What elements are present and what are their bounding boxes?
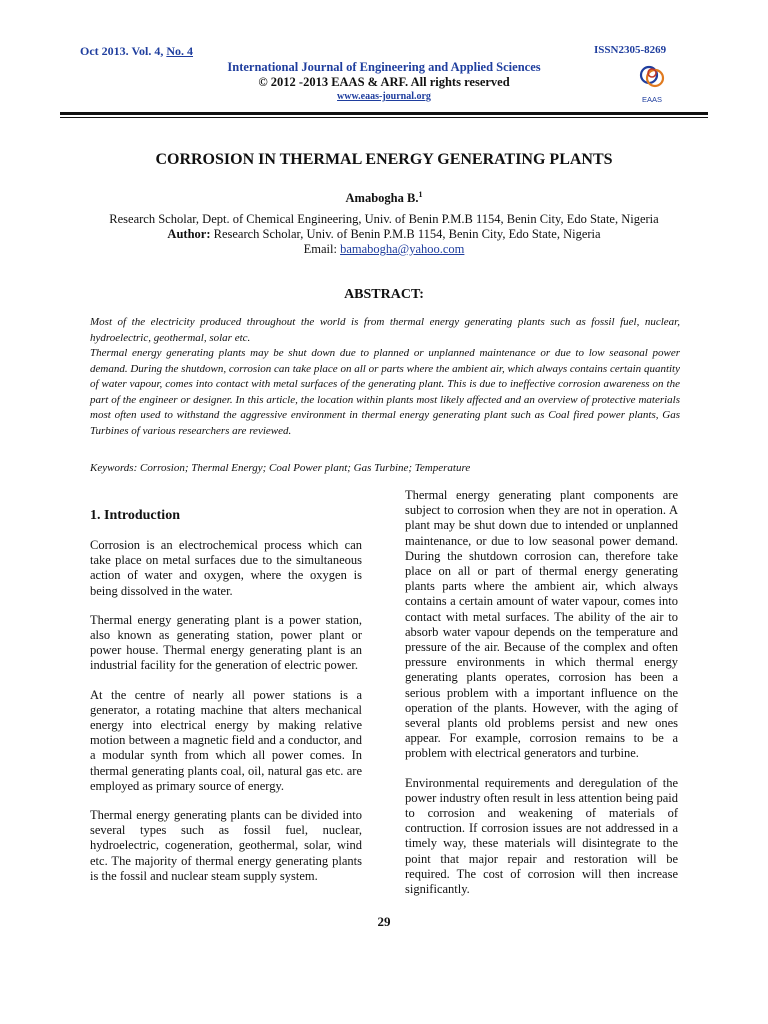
paper-title: CORROSION IN THERMAL ENERGY GENERATING PLANTS xyxy=(155,151,613,168)
body-paragraph: Corrosion is an electrochemical process which can take place on metal surfaces due to the simultaneous action of water and oxygen, where the oxygen is being dissolved in the water. xyxy=(90,538,362,598)
author-line xyxy=(0,227,768,242)
abstract-heading: ABSTRACT: xyxy=(344,287,424,302)
affiliation-block xyxy=(0,212,768,257)
abstract-body xyxy=(90,315,680,439)
email-link[interactable]: bamabogha@yahoo.com xyxy=(340,242,465,256)
section-heading: 1. Introduction xyxy=(90,508,180,523)
journal-name: International Journal of Engineering and Applied Sciences xyxy=(227,60,541,74)
author-superscript: 1 xyxy=(418,190,423,199)
author-name: Amabogha B. xyxy=(345,191,419,206)
author-name-line xyxy=(0,190,768,206)
body-paragraph: At the centre of nearly all power stations is a generator, a rotating machine that alters mechanical energy into electrical energy by making relative motion between a magnetic field and a conductor, and a modular synth from which all power comes. In thermal generating plants coal, oil, natural gas etc. are employed as primary source of energy. xyxy=(90,687,362,793)
body-paragraph: Thermal energy generating plant components are subject to corrosion when they are not in operation. A plant may be shut down due to intended or unplanned maintenance, or due to low seasonal power demand. During the shutdown corrosion can, therefore take place on all or part of thermal energy generating plants parts where the ambient air, which always contains a certain amount of water vapour, comes into contact with metal surfaces. The ability of the air to absorb water vapour depends on the temperature and pressure of the air. Because of the complex and often pressure environments in which thermal energy generating plants operates, corrosion has been a serious problem with a important influence on the operation of the plants. However, with the aging of several plants old problems persist and new ones appear. For example, corrosion remains to be a problem with electrical generators and turbine. xyxy=(405,488,678,761)
eaas-logo xyxy=(636,60,668,106)
body-paragraph: Thermal energy generating plant is a power station, also known as generating station, power plant or power house. Thermal energy generating plant is an industrial facility for the generation of electric power. xyxy=(90,612,362,673)
left-column xyxy=(90,538,362,898)
abstract-paragraph-1: Most of the electricity produced throughout the world is from thermal energy generating plants such as fossil fuel, nuclear, hydroelectric, geothermal, solar etc. xyxy=(90,316,680,344)
email-label: Email: xyxy=(303,242,341,256)
right-column xyxy=(405,488,678,911)
issue-number-link[interactable]: No. 4 xyxy=(166,44,194,58)
author-label: Author: xyxy=(167,227,211,241)
issue-prefix: Oct 2013. Vol. 4, xyxy=(80,44,167,58)
journal-url-link[interactable]: www.eaas-journal.org xyxy=(337,91,431,102)
issue-info xyxy=(80,44,193,59)
body-paragraph: Thermal energy generating plants can be divided into several types such as fossil fuel, nuclear, hydroelectric, cogeneration, geothermal, solar, wind etc. The majority of thermal energy generating plants is the fossil and nuclear steam supply system. xyxy=(90,808,362,883)
issn: ISSN2305-8269 xyxy=(594,44,667,56)
body-paragraph: Environmental requirements and deregulation of the power industry often result in less attention being paid to corrosion and weakening of materials of contruction. If corrosion issues are not addressed in a timely way, these materials will disintegrate to the point that major repair and restoration will be required. The cost of corrosion will then increase significantly. xyxy=(405,775,678,897)
eaas-logo-icon xyxy=(636,60,668,106)
author-details: Research Scholar, Univ. of Benin P.M.B 1154, Benin City, Edo State, Nigeria xyxy=(210,227,601,241)
affiliation: Research Scholar, Dept. of Chemical Engineering, Univ. of Benin P.M.B 1154, Benin City, Edo State, Nigeria xyxy=(109,212,659,226)
page-number: 29 xyxy=(377,914,391,929)
logo-text: EAAS xyxy=(641,95,663,104)
header-rule-thick xyxy=(60,112,708,115)
keywords: Keywords: Corrosion; Thermal Energy; Coal Power plant; Gas Turbine; Temperature xyxy=(90,462,471,474)
email-line xyxy=(0,242,768,257)
copyright: © 2012 -2013 EAAS & ARF. All rights reserved xyxy=(258,75,510,89)
header-rule-thin xyxy=(60,117,708,118)
abstract-paragraph-2: Thermal energy generating plants may be shut down due to planned or unplanned maintenance or due to low seasonal power demand. During the shutdown, corrosion can take place on all or parts where the ambient air, which always contains certain quantity of water vapour, comes into contact with metal surfaces of the generating plant. This is due to ineffective corrosion awareness on the part of the engineer or designer. In this article, the location within plants most likely affected and an overview of protective materials most often used to withstand the aggressive environment in thermal energy generating plant such as Coal fired power plants, Gas Turbines of various researchers are reviewed. xyxy=(90,347,680,437)
